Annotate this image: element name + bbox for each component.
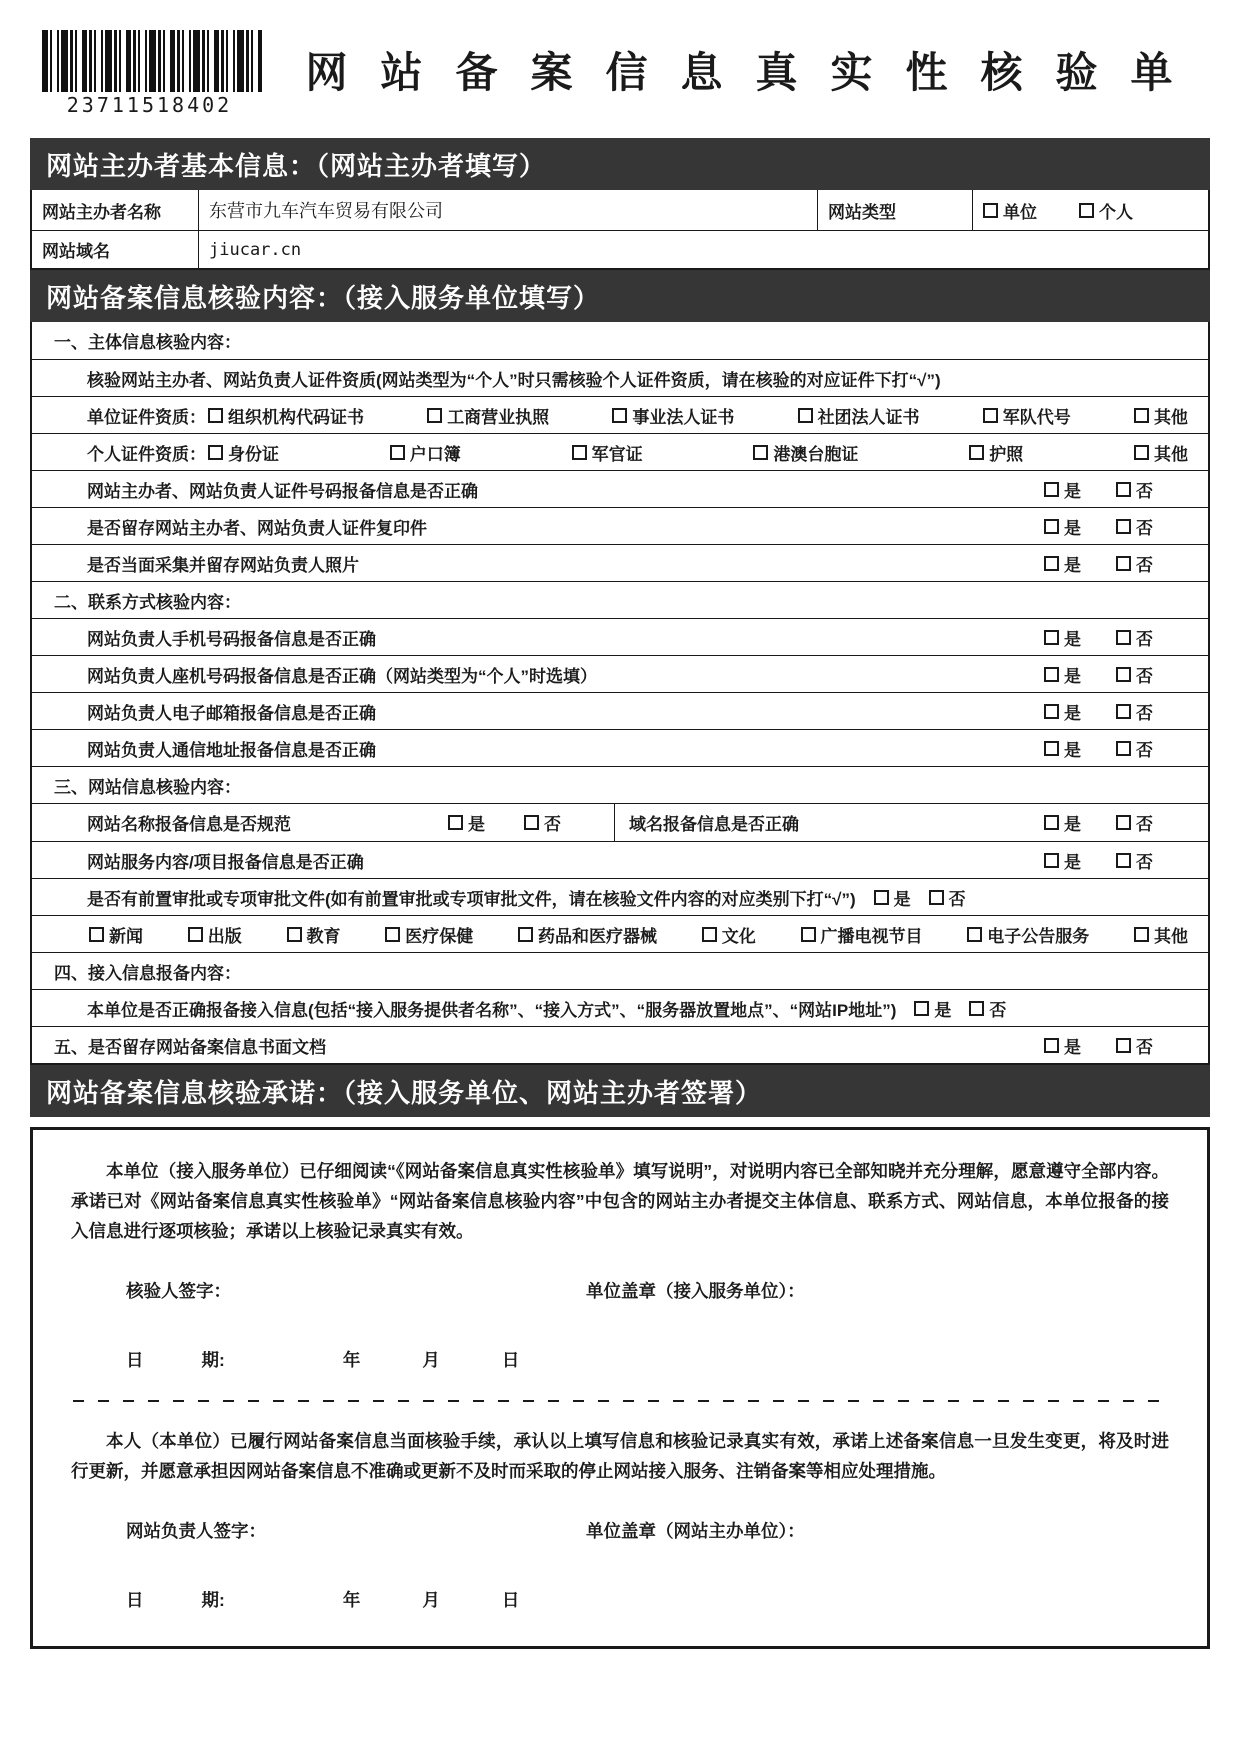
- checkbox-label: 否: [948, 889, 966, 909]
- checkbox-option[interactable]: [385, 922, 473, 947]
- checkbox-icon[interactable]: [1044, 482, 1059, 497]
- verify-row-2: [32, 359, 1208, 396]
- verify-row-18: [32, 952, 1208, 989]
- checkbox-icon[interactable]: [1116, 704, 1131, 719]
- checkbox-option[interactable]: [1134, 440, 1188, 465]
- checkbox-option[interactable]: [612, 403, 734, 428]
- verify-row-11: [32, 692, 1208, 729]
- checkbox-icon[interactable]: [1044, 556, 1059, 571]
- verifier-signature-label: 核验人签字：: [126, 1281, 231, 1301]
- checkbox-icon[interactable]: [1134, 408, 1149, 423]
- checkbox-option[interactable]: [1044, 625, 1116, 650]
- organizer-info-table: [30, 190, 1210, 270]
- checkbox-icon[interactable]: [1079, 203, 1094, 218]
- organizer-date-row: [71, 1587, 1169, 1612]
- verify-row-7: [32, 544, 1208, 581]
- checkbox-option[interactable]: [448, 810, 524, 835]
- options-group: [89, 922, 1188, 947]
- checkbox-label: 是: [893, 889, 911, 909]
- row-question: 是否留存网站主办者、网站负责人证件复印件: [87, 518, 427, 538]
- row-question: 网站负责人电子邮箱报备信息是否正确: [87, 703, 376, 723]
- checkbox-icon[interactable]: [518, 927, 533, 942]
- verify-row-5: [32, 470, 1208, 507]
- checkbox-icon[interactable]: [1044, 853, 1059, 868]
- date-label: 日: [126, 1590, 144, 1610]
- verify-row-8: [32, 581, 1208, 618]
- checkbox-option[interactable]: [1134, 403, 1188, 428]
- checkbox-label: 是: [1064, 1037, 1081, 1057]
- row-question: 网站负责人座机号码报备信息是否正确（网站类型为“个人”时选填）: [87, 666, 597, 686]
- checkbox-icon[interactable]: [1116, 519, 1131, 534]
- checkbox-option[interactable]: [390, 440, 461, 465]
- checkbox-icon[interactable]: [1116, 853, 1131, 868]
- organizer-commitment-paragraph: 本人（本单位）已履行网站备案信息当面核验手续，承认以上填写信息和核验记录真实有效，承诺上述备案信息一旦发生变更，将及时进行更新，并愿意承担因网站备案信息不准确或更新不及时而采取的停止网站接入服务、注销备案等相应处理措施。: [71, 1431, 1169, 1481]
- checkbox-label: 药品和医疗器械: [538, 926, 657, 946]
- checkbox-option[interactable]: [1044, 551, 1116, 576]
- checkbox-option[interactable]: [1116, 662, 1188, 687]
- checkbox-label: 社团法人证书: [817, 407, 920, 427]
- split-cell-left: [32, 804, 615, 841]
- checkbox-label: 否: [1136, 740, 1153, 760]
- section3-header: 网站备案信息核验承诺：（接入服务单位、网站主办者签署）: [30, 1065, 1210, 1117]
- day-label: 日: [501, 1590, 520, 1610]
- checkbox-icon[interactable]: [524, 815, 539, 830]
- site-manager-signature-label: 网站负责人签字：: [126, 1521, 266, 1541]
- checkbox-label: 新闻: [109, 926, 143, 946]
- isp-commitment-paragraph: 本单位（接入服务单位）已仔细阅读“《网站备案信息真实性核验单》填写说明”，对说明内容已全部知晓并充分理解，愿意遵守全部内容。承诺已对《网站备案信息真实性核验单》“网站备案信息核验内容”中包含的网站主办者提交主体信息、联系方式、网站信息，本单位报备的接入信息进行逐项核验；承诺以上核验记录真实有效。: [71, 1161, 1169, 1241]
- year-label: 年: [342, 1590, 361, 1610]
- checkbox-icon[interactable]: [874, 890, 889, 905]
- checkbox-option[interactable]: [983, 403, 1071, 428]
- checkbox-label: 是: [1064, 481, 1081, 501]
- checkbox-icon[interactable]: [1116, 815, 1131, 830]
- checkbox-icon[interactable]: [188, 927, 203, 942]
- checkbox-icon[interactable]: [1044, 815, 1059, 830]
- page-title: 网站备案信息真实性核验单: [305, 49, 1206, 96]
- checkbox-icon[interactable]: [1044, 704, 1059, 719]
- checkbox-option[interactable]: [1044, 477, 1116, 502]
- checkbox-label: 出版: [207, 926, 242, 946]
- checkbox-option[interactable]: [1116, 625, 1188, 650]
- checkbox-label: 组织机构代码证书: [228, 407, 364, 427]
- checkbox-icon[interactable]: [969, 445, 984, 460]
- checkbox-option[interactable]: [208, 403, 364, 428]
- checkbox-option[interactable]: [1079, 198, 1133, 223]
- checkbox-label: 是: [1064, 815, 1081, 834]
- row-heading: 四、接入信息报备内容：: [54, 963, 241, 983]
- verify-row-6: [32, 507, 1208, 544]
- checkbox-label: 教育: [306, 926, 341, 946]
- checkbox-label: 港澳台胞证: [773, 444, 859, 464]
- checkbox-label: 身份证: [228, 444, 279, 464]
- checkbox-label: 军官证: [591, 444, 643, 464]
- checkbox-icon[interactable]: [1044, 630, 1059, 645]
- checkbox-label: 是: [1064, 852, 1081, 872]
- checkbox-label: 是: [1064, 703, 1081, 723]
- checkbox-icon[interactable]: [448, 815, 463, 830]
- organizer-signature-row: [71, 1518, 1169, 1543]
- barcode-number: 23711518402: [66, 93, 233, 117]
- commitment-box: [30, 1127, 1210, 1649]
- checkbox-option[interactable]: [188, 922, 242, 947]
- checkbox-icon[interactable]: [385, 927, 400, 942]
- checkbox-label: 文化: [721, 926, 756, 946]
- checkbox-icon[interactable]: [914, 1001, 929, 1016]
- year-label: 年: [342, 1350, 361, 1370]
- organizer-seal-label: 单位盖章（网站主办单位）：: [586, 1521, 805, 1541]
- checkbox-option[interactable]: [1044, 736, 1116, 761]
- checkbox-icon[interactable]: [208, 408, 223, 423]
- checkbox-label: 否: [1136, 852, 1153, 872]
- checkbox-icon[interactable]: [1044, 519, 1059, 534]
- checkbox-option[interactable]: [929, 885, 966, 910]
- checkbox-label: 单位: [1003, 202, 1037, 222]
- options-group: [208, 440, 1188, 465]
- checkbox-label: 否: [1136, 666, 1153, 686]
- domain-field[interactable]: jiucar.cn: [209, 239, 302, 260]
- checkbox-icon[interactable]: [89, 927, 104, 942]
- checkbox-label: 是: [1064, 740, 1081, 760]
- checkbox-option[interactable]: [1044, 662, 1116, 687]
- checkbox-icon[interactable]: [1116, 741, 1131, 756]
- checkbox-icon[interactable]: [929, 890, 944, 905]
- options-group: [208, 403, 1188, 428]
- checkbox-option[interactable]: [287, 922, 341, 947]
- checkbox-icon[interactable]: [612, 408, 627, 423]
- checkbox-icon[interactable]: [969, 1001, 984, 1016]
- checkbox-icon[interactable]: [967, 927, 982, 942]
- checkbox-option[interactable]: [1116, 810, 1188, 835]
- checkbox-label: 工商营业执照: [447, 407, 550, 427]
- checkbox-label: 是: [468, 815, 485, 834]
- checkbox-icon[interactable]: [208, 445, 223, 460]
- checkbox-icon[interactable]: [1134, 927, 1149, 942]
- checkbox-label: 否: [1136, 815, 1153, 834]
- verify-row-12: [32, 729, 1208, 766]
- checkbox-icon[interactable]: [390, 445, 405, 460]
- organizer-name-label: 网站主办者名称: [32, 190, 199, 230]
- website-type-label: 网站类型: [818, 190, 973, 230]
- section2-header: 网站备案信息核验内容：（接入服务单位填写）: [30, 270, 1210, 322]
- checkbox-label: 户口簿: [409, 444, 461, 464]
- checkbox-label: 是: [1064, 629, 1081, 649]
- checkbox-icon[interactable]: [1044, 667, 1059, 682]
- checkbox-option[interactable]: [427, 403, 549, 428]
- checkbox-option[interactable]: [1044, 514, 1116, 539]
- checkbox-label: 否: [989, 1000, 1007, 1020]
- checkbox-label: 事业法人证书: [632, 407, 735, 427]
- checkbox-option[interactable]: [967, 922, 1089, 947]
- verify-row-15: [32, 841, 1208, 878]
- isp-signature-row: [71, 1278, 1169, 1303]
- checkbox-option[interactable]: [801, 922, 923, 947]
- table-row: [32, 190, 1208, 230]
- checkbox-option[interactable]: [874, 885, 911, 910]
- verify-row-4: [32, 433, 1208, 470]
- checkbox-label: 是: [1064, 518, 1081, 538]
- checkbox-label: 是: [934, 1000, 952, 1020]
- verify-row-16: [32, 878, 1208, 915]
- verify-row-19: [32, 989, 1208, 1026]
- month-label: 月: [422, 1350, 440, 1370]
- checkbox-option[interactable]: [1116, 848, 1188, 873]
- checkbox-label: 其他: [1154, 926, 1188, 946]
- checkbox-icon[interactable]: [427, 408, 442, 423]
- checkbox-icon[interactable]: [1116, 667, 1131, 682]
- row-heading: 一、主体信息核验内容：: [54, 333, 241, 352]
- row-label: 个人证件资质：: [87, 444, 206, 464]
- checkbox-label: 否: [1136, 555, 1153, 575]
- checkbox-option[interactable]: [1044, 810, 1116, 835]
- checkbox-label: 其他: [1153, 407, 1188, 427]
- section1-header: 网站主办者基本信息：（网站主办者填写）: [30, 138, 1210, 190]
- checkbox-option[interactable]: [983, 198, 1037, 223]
- row-question: 网站名称报备信息是否规范: [87, 815, 291, 834]
- row-question: 网站主办者、网站负责人证件号码报备信息是否正确: [87, 481, 478, 501]
- row-note: 核验网站主办者、网站负责人证件资质(网站类型为“个人”时只需核验个人证件资质，请在核验的对应证件下打“√”): [87, 370, 941, 390]
- domain-label: 网站域名: [32, 231, 199, 268]
- checkbox-option[interactable]: [1044, 699, 1116, 724]
- checkbox-icon[interactable]: [798, 408, 813, 423]
- checkbox-label: 广播电视节目: [820, 926, 923, 946]
- checkbox-option[interactable]: [798, 403, 920, 428]
- row-question: 是否当面采集并留存网站负责人照片: [87, 555, 359, 575]
- checkbox-label: 否: [1136, 629, 1153, 649]
- checkbox-label: 军队代号: [1002, 407, 1071, 427]
- row-question: 五、是否留存网站备案信息书面文档: [54, 1037, 326, 1057]
- row-label: 单位证件资质：: [87, 407, 206, 427]
- verify-row-3: [32, 396, 1208, 433]
- checkbox-option[interactable]: [524, 810, 600, 835]
- website-type-options: [973, 190, 1208, 230]
- organizer-name-field[interactable]: 东营市九车汽车贸易有限公司: [199, 190, 818, 230]
- checkbox-label: 医疗保健: [405, 926, 474, 946]
- checkbox-icon[interactable]: [983, 203, 998, 218]
- verification-table: [30, 322, 1210, 1065]
- month-label: 月: [422, 1590, 440, 1610]
- checkbox-label: 是: [1064, 666, 1081, 686]
- checkbox-option[interactable]: [1116, 477, 1188, 502]
- checkbox-label: 否: [1136, 1037, 1153, 1057]
- barcode-block: [30, 30, 268, 117]
- checkbox-label: 电子公告服务: [987, 926, 1090, 946]
- checkbox-option[interactable]: [572, 440, 643, 465]
- verify-row-20: [32, 1026, 1208, 1063]
- checkbox-label: 否: [1136, 481, 1153, 501]
- verify-row-9: [32, 618, 1208, 655]
- checkbox-icon[interactable]: [1044, 1038, 1059, 1053]
- checkbox-label: 其他: [1153, 444, 1188, 464]
- row-heading: 三、网站信息核验内容：: [54, 777, 241, 797]
- dashed-divider: [73, 1400, 1167, 1402]
- checkbox-option[interactable]: [1116, 514, 1188, 539]
- checkbox-label: 个人: [1099, 202, 1133, 222]
- checkbox-icon[interactable]: [1134, 445, 1149, 460]
- checkbox-option[interactable]: [969, 996, 1006, 1021]
- verify-row-1: [32, 322, 1208, 359]
- checkbox-icon[interactable]: [1116, 630, 1131, 645]
- date-label: 期:: [201, 1350, 225, 1370]
- checkbox-icon[interactable]: [1116, 1038, 1131, 1053]
- row-question: 网站服务内容/项目报备信息是否正确: [87, 852, 364, 872]
- checkbox-option[interactable]: [518, 922, 657, 947]
- checkbox-option[interactable]: [1116, 551, 1188, 576]
- row-question: 是否有前置审批或专项审批文件(如有前置审批或专项审批文件，请在核验文件内容的对应类别下打“√”): [87, 889, 856, 909]
- checkbox-option[interactable]: [1116, 699, 1188, 724]
- verify-row-17: [32, 915, 1208, 952]
- checkbox-option[interactable]: [1134, 922, 1188, 947]
- checkbox-option[interactable]: [914, 996, 951, 1021]
- checkbox-option[interactable]: [89, 922, 143, 947]
- checkbox-option[interactable]: [702, 922, 756, 947]
- checkbox-icon[interactable]: [287, 927, 302, 942]
- verify-row-13: [32, 766, 1208, 803]
- row-question: 本单位是否正确报备接入信息(包括“接入服务提供者名称”、“接入方式”、“服务器放置地点”、“网站IP地址”): [87, 1000, 897, 1020]
- checkbox-option[interactable]: [753, 440, 858, 465]
- checkbox-icon[interactable]: [753, 445, 768, 460]
- checkbox-icon[interactable]: [572, 445, 587, 460]
- checkbox-icon[interactable]: [1116, 482, 1131, 497]
- date-label: 期:: [201, 1590, 225, 1610]
- split-cell-right: [615, 804, 1208, 841]
- verify-row-14: [32, 803, 1208, 841]
- isp-date-row: [71, 1347, 1169, 1372]
- checkbox-label: 护照: [989, 444, 1024, 464]
- checkbox-option[interactable]: [208, 440, 279, 465]
- checkbox-icon[interactable]: [1044, 741, 1059, 756]
- row-heading: 二、联系方式核验内容：: [54, 592, 241, 612]
- checkbox-icon[interactable]: [801, 927, 816, 942]
- day-label: 日: [501, 1350, 520, 1370]
- row-question: 网站负责人手机号码报备信息是否正确: [87, 629, 376, 649]
- checkbox-icon[interactable]: [1116, 556, 1131, 571]
- row-question: 网站负责人通信地址报备信息是否正确: [87, 740, 376, 760]
- table-row: [32, 230, 1208, 268]
- checkbox-option[interactable]: [1116, 1033, 1188, 1058]
- checkbox-option[interactable]: [1044, 848, 1116, 873]
- checkbox-option[interactable]: [1044, 1033, 1116, 1058]
- checkbox-option[interactable]: [969, 440, 1023, 465]
- isp-seal-label: 单位盖章（接入服务单位）：: [586, 1281, 805, 1301]
- checkbox-label: 是: [1064, 555, 1081, 575]
- form-header: [30, 30, 1210, 128]
- checkbox-icon[interactable]: [983, 408, 998, 423]
- checkbox-label: 否: [544, 815, 561, 834]
- checkbox-option[interactable]: [1116, 736, 1188, 761]
- checkbox-label: 否: [1136, 703, 1153, 723]
- checkbox-icon[interactable]: [702, 927, 717, 942]
- date-label: 日: [126, 1350, 144, 1370]
- row-question: 域名报备信息是否正确: [629, 815, 799, 834]
- verify-row-10: [32, 655, 1208, 692]
- checkbox-label: 否: [1136, 518, 1153, 538]
- barcode-image: [42, 30, 262, 92]
